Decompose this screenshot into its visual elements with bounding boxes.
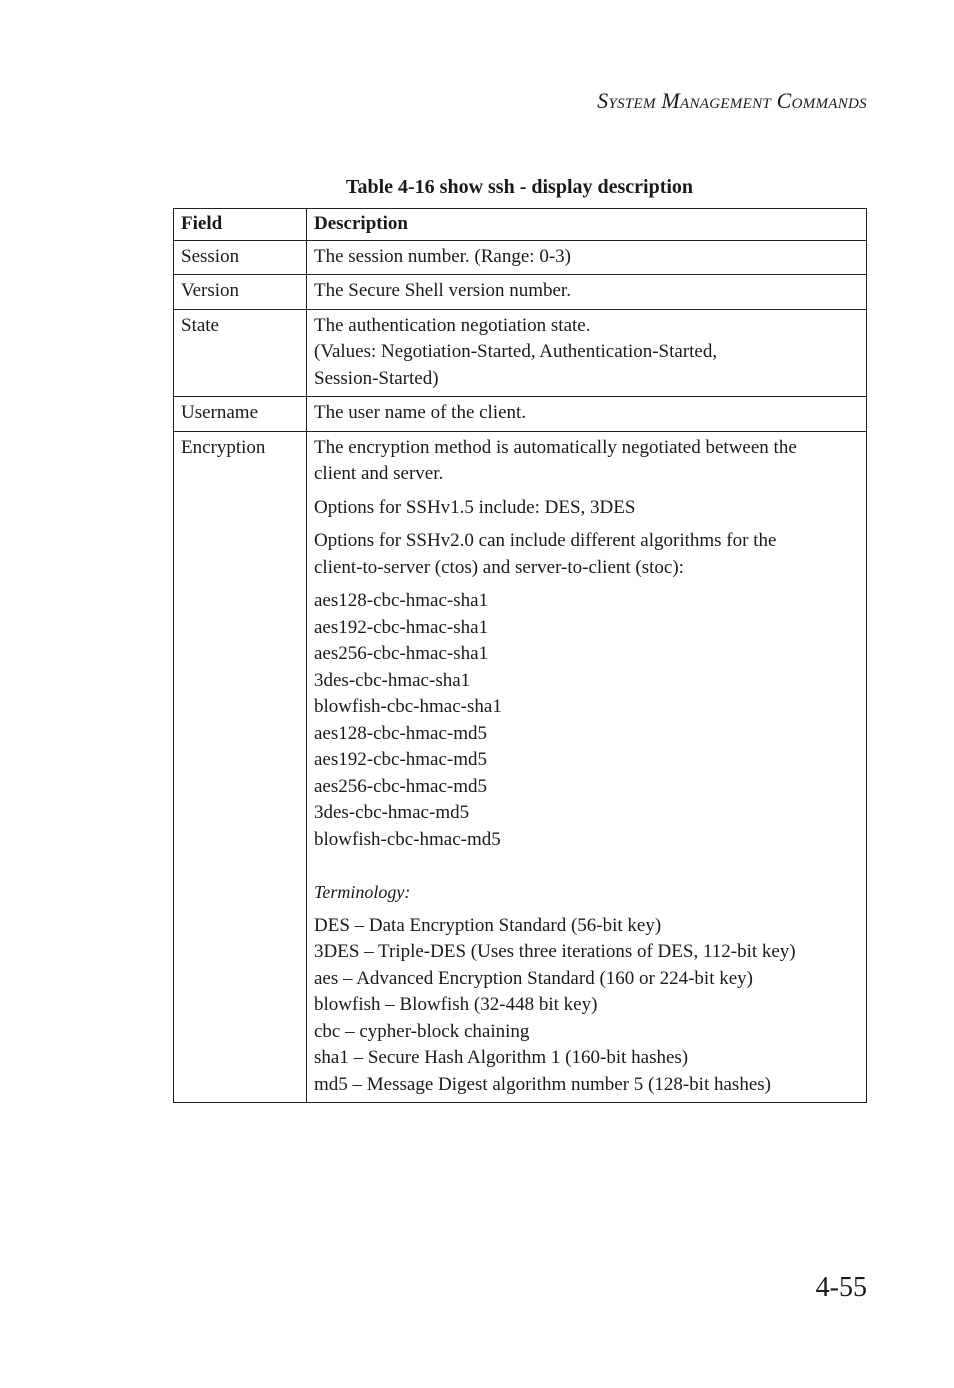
terminology-item: blowfish – Blowfish (32-448 bit key) <box>314 994 598 1015</box>
table-header-row <box>174 209 867 241</box>
column-header-field: Field <box>174 209 307 241</box>
description-line: Options for SSHv2.0 can include different algorithms for the <box>314 530 777 551</box>
description-line: (Values: Negotiation-Started, Authentication-Started, <box>314 341 718 362</box>
terminology-item: md5 – Message Digest algorithm number 5 (128-bit hashes) <box>314 1073 771 1095</box>
description-cell <box>307 431 867 1103</box>
terminology-heading: Terminology: <box>314 882 411 902</box>
description-table <box>173 208 867 1103</box>
algorithm-item: aes256-cbc-hmac-sha1 <box>314 643 489 664</box>
terminology-item: 3DES – Triple-DES (Uses three iterations of DES, 112-bit key) <box>314 941 796 962</box>
terminology-item: sha1 – Secure Hash Algorithm 1 (160-bit hashes) <box>314 1047 689 1068</box>
description-line: Session-Started) <box>314 367 439 389</box>
description-cell <box>307 309 867 397</box>
description-line: The authentication negotiation state. <box>314 314 591 336</box>
terminology-item: cbc – cypher-block chaining <box>314 1020 530 1042</box>
sshv15-options: Options for SSHv1.5 include: DES, 3DES <box>314 496 636 518</box>
description-cell: The session number. (Range: 0-3) <box>307 240 867 275</box>
algorithm-item: 3des-cbc-hmac-sha1 <box>314 669 471 691</box>
field-cell: Version <box>174 275 307 310</box>
algorithm-item: aes256-cbc-hmac-md5 <box>314 775 488 797</box>
description-line: client-to-server (ctos) and server-to-client (stoc): <box>314 556 684 578</box>
sshv20-options <box>314 528 859 581</box>
description-line: client and server. <box>314 463 444 484</box>
description-cell: The user name of the client. <box>307 397 867 432</box>
blank-line <box>314 853 859 879</box>
table-row-version <box>174 275 867 310</box>
running-header: SYSTEM MANAGEMENT COMMANDS <box>597 88 867 113</box>
page-number: 4-55 <box>815 1272 867 1303</box>
algorithm-item: aes192-cbc-hmac-sha1 <box>314 616 489 638</box>
algorithm-item: blowfish-cbc-hmac-sha1 <box>314 696 502 717</box>
algorithm-list <box>314 588 859 906</box>
encryption-intro <box>314 435 859 488</box>
algorithm-item: blowfish-cbc-hmac-md5 <box>314 828 501 850</box>
field-cell: Encryption <box>174 431 307 1103</box>
field-cell: State <box>174 309 307 397</box>
terminology-item: DES – Data Encryption Standard (56-bit key) <box>314 914 662 936</box>
table-row-username <box>174 397 867 432</box>
terminology-item: aes – Advanced Encryption Standard (160 or 224-bit key) <box>314 967 753 989</box>
algorithm-item: 3des-cbc-hmac-md5 <box>314 802 470 823</box>
table-caption: Table 4-16 show ssh - display description <box>345 176 694 198</box>
algorithm-item: aes128-cbc-hmac-sha1 <box>314 590 489 611</box>
algorithm-item: aes192-cbc-hmac-md5 <box>314 749 488 770</box>
field-cell: Session <box>174 240 307 275</box>
column-header-description: Description <box>307 209 867 241</box>
table-row-encryption <box>174 431 867 1103</box>
terminology-list <box>314 913 859 1099</box>
algorithm-item: aes128-cbc-hmac-md5 <box>314 722 488 744</box>
table-row-state <box>174 309 867 397</box>
table-row-session <box>174 240 867 275</box>
description-line: The encryption method is automatically negotiated between the <box>314 436 797 458</box>
description-cell: The Secure Shell version number. <box>307 275 867 310</box>
field-cell: Username <box>174 397 307 432</box>
